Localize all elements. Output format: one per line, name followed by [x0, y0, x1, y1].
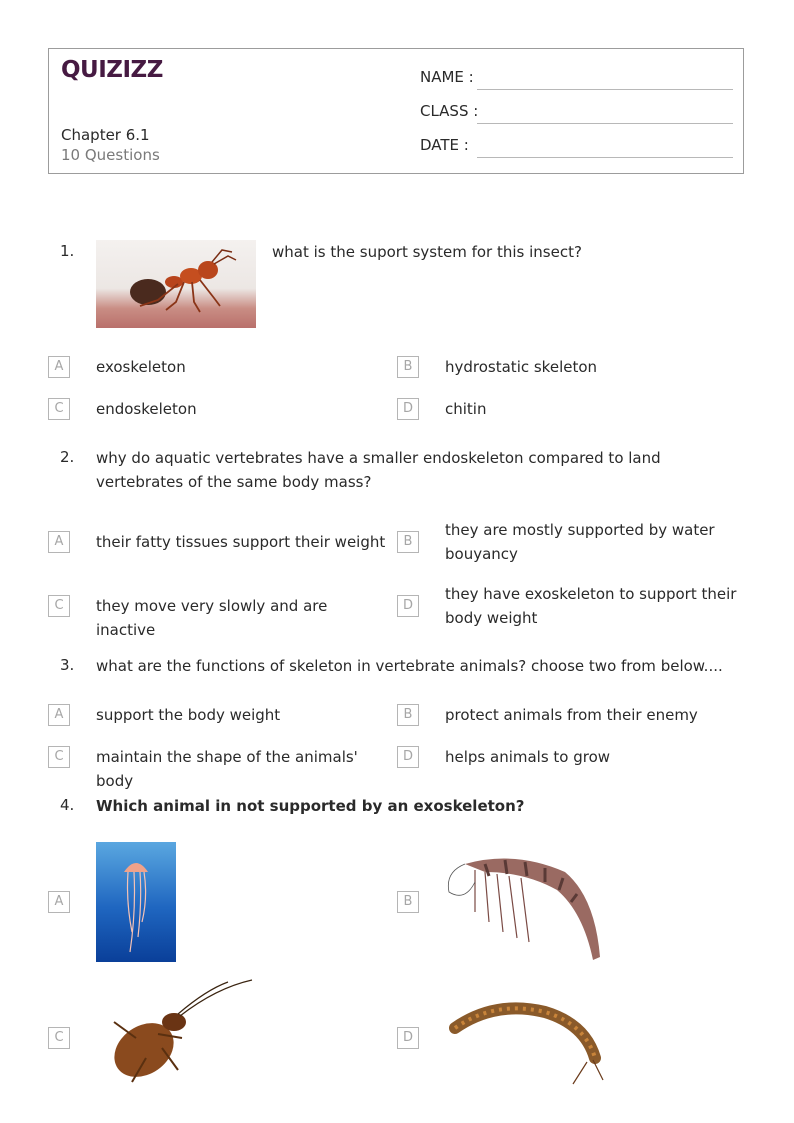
quizizz-logo: QUIZIZZ: [61, 57, 163, 83]
chapter-title: Chapter 6.1: [61, 126, 150, 144]
option-text[interactable]: maintain the shape of the animals' body: [96, 748, 358, 790]
option-text[interactable]: they move very slowly and are inactive: [96, 597, 328, 639]
question-count: 10 Questions: [61, 146, 160, 164]
question-text: Which animal in not supported by an exoskeleton?: [96, 797, 525, 815]
option-letter-d[interactable]: D: [397, 398, 419, 420]
option-text[interactable]: protect animals from their enemy: [445, 706, 698, 724]
option-text[interactable]: they are mostly supported by water bouyancy: [445, 521, 715, 563]
option-text[interactable]: helps animals to grow: [445, 748, 611, 766]
question-number: 3.: [60, 656, 75, 674]
centipede-photo[interactable]: [445, 990, 605, 1090]
option-letter-b[interactable]: B: [397, 356, 419, 378]
option-text[interactable]: support the body weight: [96, 706, 281, 724]
name-line[interactable]: [477, 89, 733, 90]
option-letter-b[interactable]: B: [397, 704, 419, 726]
question-number: 1.: [60, 242, 75, 260]
shrimp-photo[interactable]: [445, 842, 605, 964]
question-text: what is the suport system for this insect?: [272, 243, 582, 261]
option-letter-a[interactable]: A: [48, 356, 70, 378]
option-text[interactable]: chitin: [445, 400, 487, 418]
option-letter-c[interactable]: C: [48, 398, 70, 420]
ant-photo: [96, 240, 256, 328]
option-letter-a[interactable]: A: [48, 704, 70, 726]
option-letter-d[interactable]: D: [397, 595, 419, 617]
option-letter-a[interactable]: A: [48, 891, 70, 913]
option-text[interactable]: they have exoskeleton to support their body weight: [445, 585, 737, 627]
option-letter-a[interactable]: A: [48, 531, 70, 553]
question-text: why do aquatic vertebrates have a smaller endoskeleton compared to land vertebrates of the same body mass?: [96, 449, 661, 491]
question-number: 4.: [60, 796, 75, 814]
option-letter-d[interactable]: D: [397, 1027, 419, 1049]
option-letter-c[interactable]: C: [48, 595, 70, 617]
name-label: NAME :: [420, 68, 474, 86]
option-letter-d[interactable]: D: [397, 746, 419, 768]
option-letter-b[interactable]: B: [397, 531, 419, 553]
question-number: 2.: [60, 448, 75, 466]
date-label: DATE :: [420, 136, 469, 154]
option-text[interactable]: their fatty tissues support their weight: [96, 533, 386, 551]
cockroach-photo[interactable]: [96, 978, 256, 1098]
option-text[interactable]: endoskeleton: [96, 400, 197, 418]
option-text[interactable]: exoskeleton: [96, 358, 186, 376]
option-text[interactable]: hydrostatic skeleton: [445, 358, 598, 376]
option-letter-c[interactable]: C: [48, 746, 70, 768]
class-line[interactable]: [477, 123, 733, 124]
option-letter-c[interactable]: C: [48, 1027, 70, 1049]
jellyfish-photo[interactable]: [96, 842, 176, 962]
class-label: CLASS :: [420, 102, 479, 120]
question-text: what are the functions of skeleton in vertebrate animals? choose two from below....: [96, 657, 723, 675]
option-letter-b[interactable]: B: [397, 891, 419, 913]
date-line[interactable]: [477, 157, 733, 158]
worksheet-header: [48, 48, 744, 174]
